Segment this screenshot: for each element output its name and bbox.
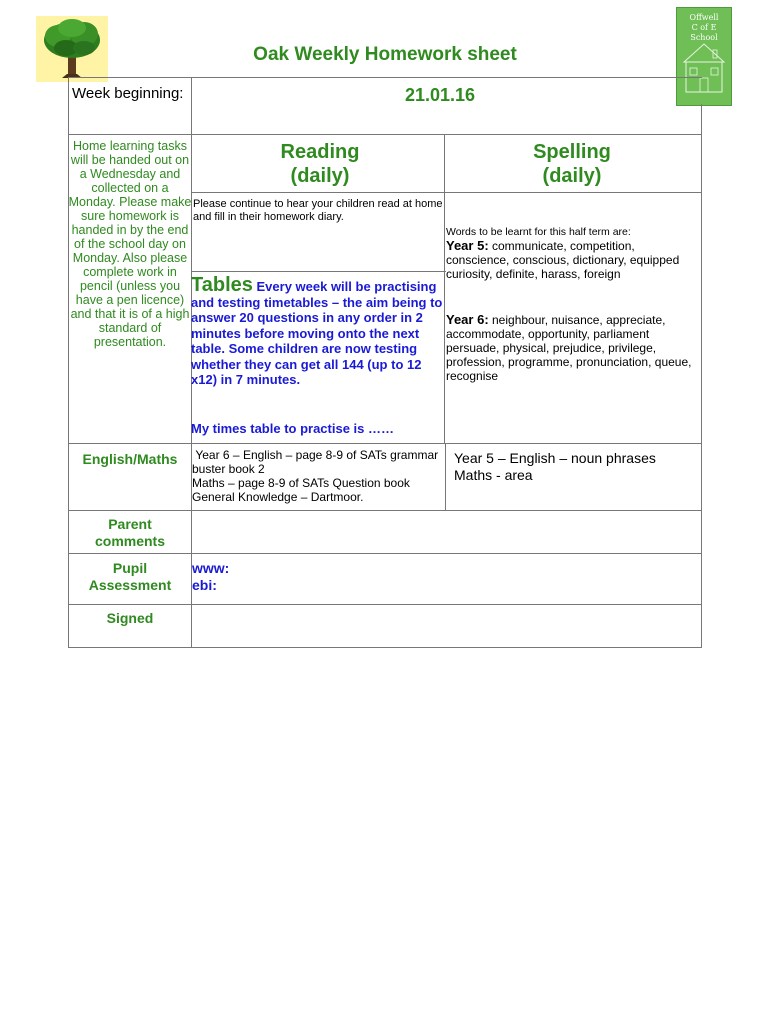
year5-words: communicate, competition, conscience, conscious, dictionary, equipped curiosity, definite, harass, foreign	[446, 239, 680, 281]
row-divider	[191, 271, 446, 272]
reading-instructions: Please continue to hear your children read at home and fill in their homework diary.	[193, 198, 443, 223]
reading-heading: Reading (daily)	[280, 141, 360, 187]
page-title: Oak Weekly Homework sheet	[253, 44, 517, 65]
year6-words: neighbour, nuisance, appreciate, accommodate, opportunity, parliament persuade, physical, prejudice, privilege, profession, programme, pronunciation, queue, recognise	[446, 313, 692, 383]
tables-text: Every week will be practising and testing timetables – the aim being to answer 20 questions in any order in 2 minutes before moving onto the next table. Some children are now testing whether they can get all 144 (up to 12 x12) in 7 minutes.	[191, 279, 443, 387]
tables-heading: Tables	[191, 274, 253, 296]
year5-spelling-words	[446, 239, 701, 281]
row-divider	[68, 510, 702, 511]
spelling-heading: Spelling (daily)	[533, 141, 611, 187]
year6-spelling-words	[446, 313, 701, 383]
tables-section	[191, 274, 446, 388]
row-divider	[68, 134, 702, 135]
signed-label: Signed	[106, 610, 154, 626]
school-name: Offwell C of E School	[689, 13, 719, 42]
homework-instructions: Home learning tasks will be handed out on a Wednesday and collected on a Monday. Please make sure homework is handed in by the end of the school day on Monday. Also please complete work in pencil (unless you have a pen licence) and that it is of a high standard of presentation.	[68, 139, 192, 349]
www-field: www:	[192, 560, 230, 576]
row-divider	[68, 604, 702, 605]
row-divider	[68, 553, 702, 554]
parent-comments-label: Parent comments	[94, 516, 166, 549]
row-divider	[191, 192, 702, 193]
week-beginning-label: Week beginning:	[72, 85, 184, 102]
ebi-field: ebi:	[192, 577, 217, 593]
english-maths-label: English/Maths	[82, 451, 178, 467]
column-divider	[445, 443, 446, 510]
spelling-intro: Words to be learnt for this half term are:	[446, 226, 631, 238]
week-beginning-value: 21.01.16	[404, 85, 476, 105]
year6-label: Year 6:	[446, 312, 489, 327]
year6-homework: Year 6 – English – page 8-9 of SATs grammar buster book 2 Maths – page 8-9 of SATs Question book General Knowledge – Dartmoor.	[192, 448, 442, 504]
pupil-assessment-fields	[192, 560, 229, 594]
year5-homework: Year 5 – English – noun phrases Maths - area	[454, 450, 656, 483]
table-border-top	[68, 77, 702, 78]
times-table-practise-line: My times table to practise is ……	[191, 421, 395, 436]
oak-tree-logo	[36, 16, 108, 82]
table-border-bottom	[68, 647, 702, 648]
pupil-assessment-label: Pupil Assessment	[88, 560, 172, 593]
school-building-icon	[680, 38, 728, 98]
school-badge	[676, 7, 732, 106]
table-border-right	[701, 104, 702, 648]
year5-label: Year 5:	[446, 238, 489, 253]
row-divider	[68, 443, 702, 444]
